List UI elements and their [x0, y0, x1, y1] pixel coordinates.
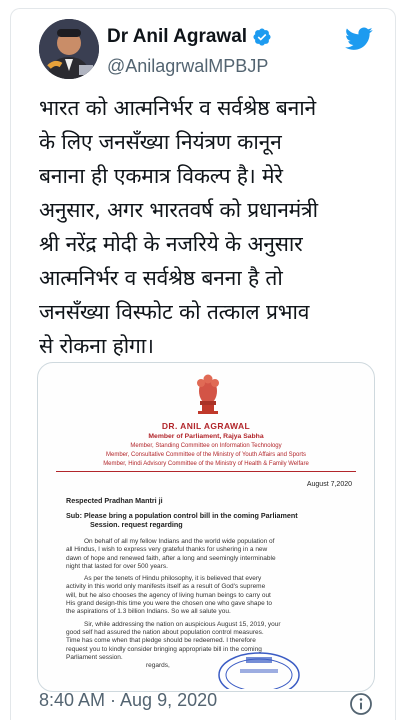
- tweet-line: जनसँख्या विस्फोट को तत्काल प्रभाव: [39, 300, 310, 324]
- author-avatar[interactable]: [39, 19, 99, 79]
- tweet-line: अनुसार, अगर भारतवर्ष को प्रधानमंत्री: [39, 198, 318, 222]
- letter-body-line: Parliament session.: [66, 653, 123, 661]
- letter-body-line: night that lasted for over 500 years.: [66, 562, 168, 570]
- letter-body-line: regards,: [146, 662, 170, 670]
- author-name[interactable]: Dr Anil Agrawal: [107, 26, 248, 47]
- tweet-card: [10, 8, 396, 720]
- letterhead-divider: [56, 471, 356, 472]
- letter-subject-line: Session. request regarding: [90, 520, 183, 529]
- letter-body-line: the aspirations of 1.3 billion Indians. So we all salute you.: [66, 608, 231, 616]
- twitter-bird-icon[interactable]: [345, 27, 373, 51]
- letter-body-line: dawn of hope and renewed faith, after a long and seemingly interminable: [66, 554, 276, 562]
- tweet-line: आत्मनिर्भर व सर्वश्रेष्ठ बनना है तो: [39, 266, 283, 290]
- letter-body: [66, 538, 351, 670]
- letter-body-line: request you to kindly consider bringing appropriate bill in the coming: [66, 645, 262, 653]
- tweet-line: भारत को आत्मनिर्भर व सर्वश्रेष्ठ बनाने: [39, 96, 316, 120]
- letter-salutation: Respected Pradhan Mantri ji: [66, 496, 163, 505]
- letter-body-line: good self had assured the nation about population control measures.: [66, 628, 264, 636]
- letterhead-committee: Member, Consultative Committee of the Ministry of Youth Affairs and Sports: [106, 452, 306, 458]
- letter-subject-line: Sub: Please bring a population control bill in the coming Parliament: [66, 511, 298, 520]
- letterhead-name: DR. ANIL AGRAWAL: [161, 421, 251, 431]
- official-seal-stamp: [216, 649, 302, 689]
- letter-subject: [66, 511, 336, 529]
- letter-body-line: all Hindus, I wish to express very grateful thanks for ushering in a new: [66, 546, 268, 554]
- author-name-row: [107, 26, 272, 48]
- letterhead-committee: Member, Standing Committee on Information Technology: [130, 443, 282, 449]
- letterhead-committee: Member, Hindi Advisory Committee of the Ministry of Health & Family Welfare: [103, 461, 309, 467]
- letter-date: August 7,2020: [306, 481, 352, 488]
- letterhead-role: Member of Parliament, Rajya Sabha: [148, 433, 264, 440]
- tweet-line: श्री नरेंद्र मोदी के नजरिये के अनुसार: [39, 232, 303, 256]
- letter-body-line: will, but he also chooses the agency of living human beings to carry out: [66, 591, 271, 599]
- letter-body-line: activity in this world only manifests itself as a result of God's supreme: [66, 583, 266, 591]
- verified-badge-icon: [252, 27, 272, 47]
- letter-body-line: On behalf of all my fellow Indians and the world wide population of: [84, 538, 275, 545]
- letter-body-line: Time has come when that pledge should be redeemed. I therefore: [66, 637, 256, 645]
- tweet-line: से रोकना होगा।: [39, 334, 154, 358]
- tweet-line: बनाना ही एकमात्र विकल्प है। मेरे: [39, 164, 283, 188]
- letter-body-line: As per the tenets of Hindu philosophy, it is believed that every: [84, 575, 262, 583]
- letter-body-line: His grand design-this time you were the chosen one who gave shape to: [66, 600, 272, 608]
- national-emblem-icon: [188, 369, 228, 417]
- tweet-text: [39, 91, 396, 363]
- letter-body-line: Sir, while addressing the nation on auspicious August 15, 2019, your: [84, 620, 281, 628]
- tweet-line: के लिए जनसँख्या नियंत्रण कानून: [39, 130, 282, 154]
- attached-letter-image[interactable]: [37, 362, 375, 692]
- author-handle[interactable]: @AnilagrwalMPBJP: [107, 56, 269, 76]
- info-icon[interactable]: [349, 692, 373, 716]
- tweet-timestamp[interactable]: 8:40 AM · Aug 9, 2020: [39, 690, 218, 710]
